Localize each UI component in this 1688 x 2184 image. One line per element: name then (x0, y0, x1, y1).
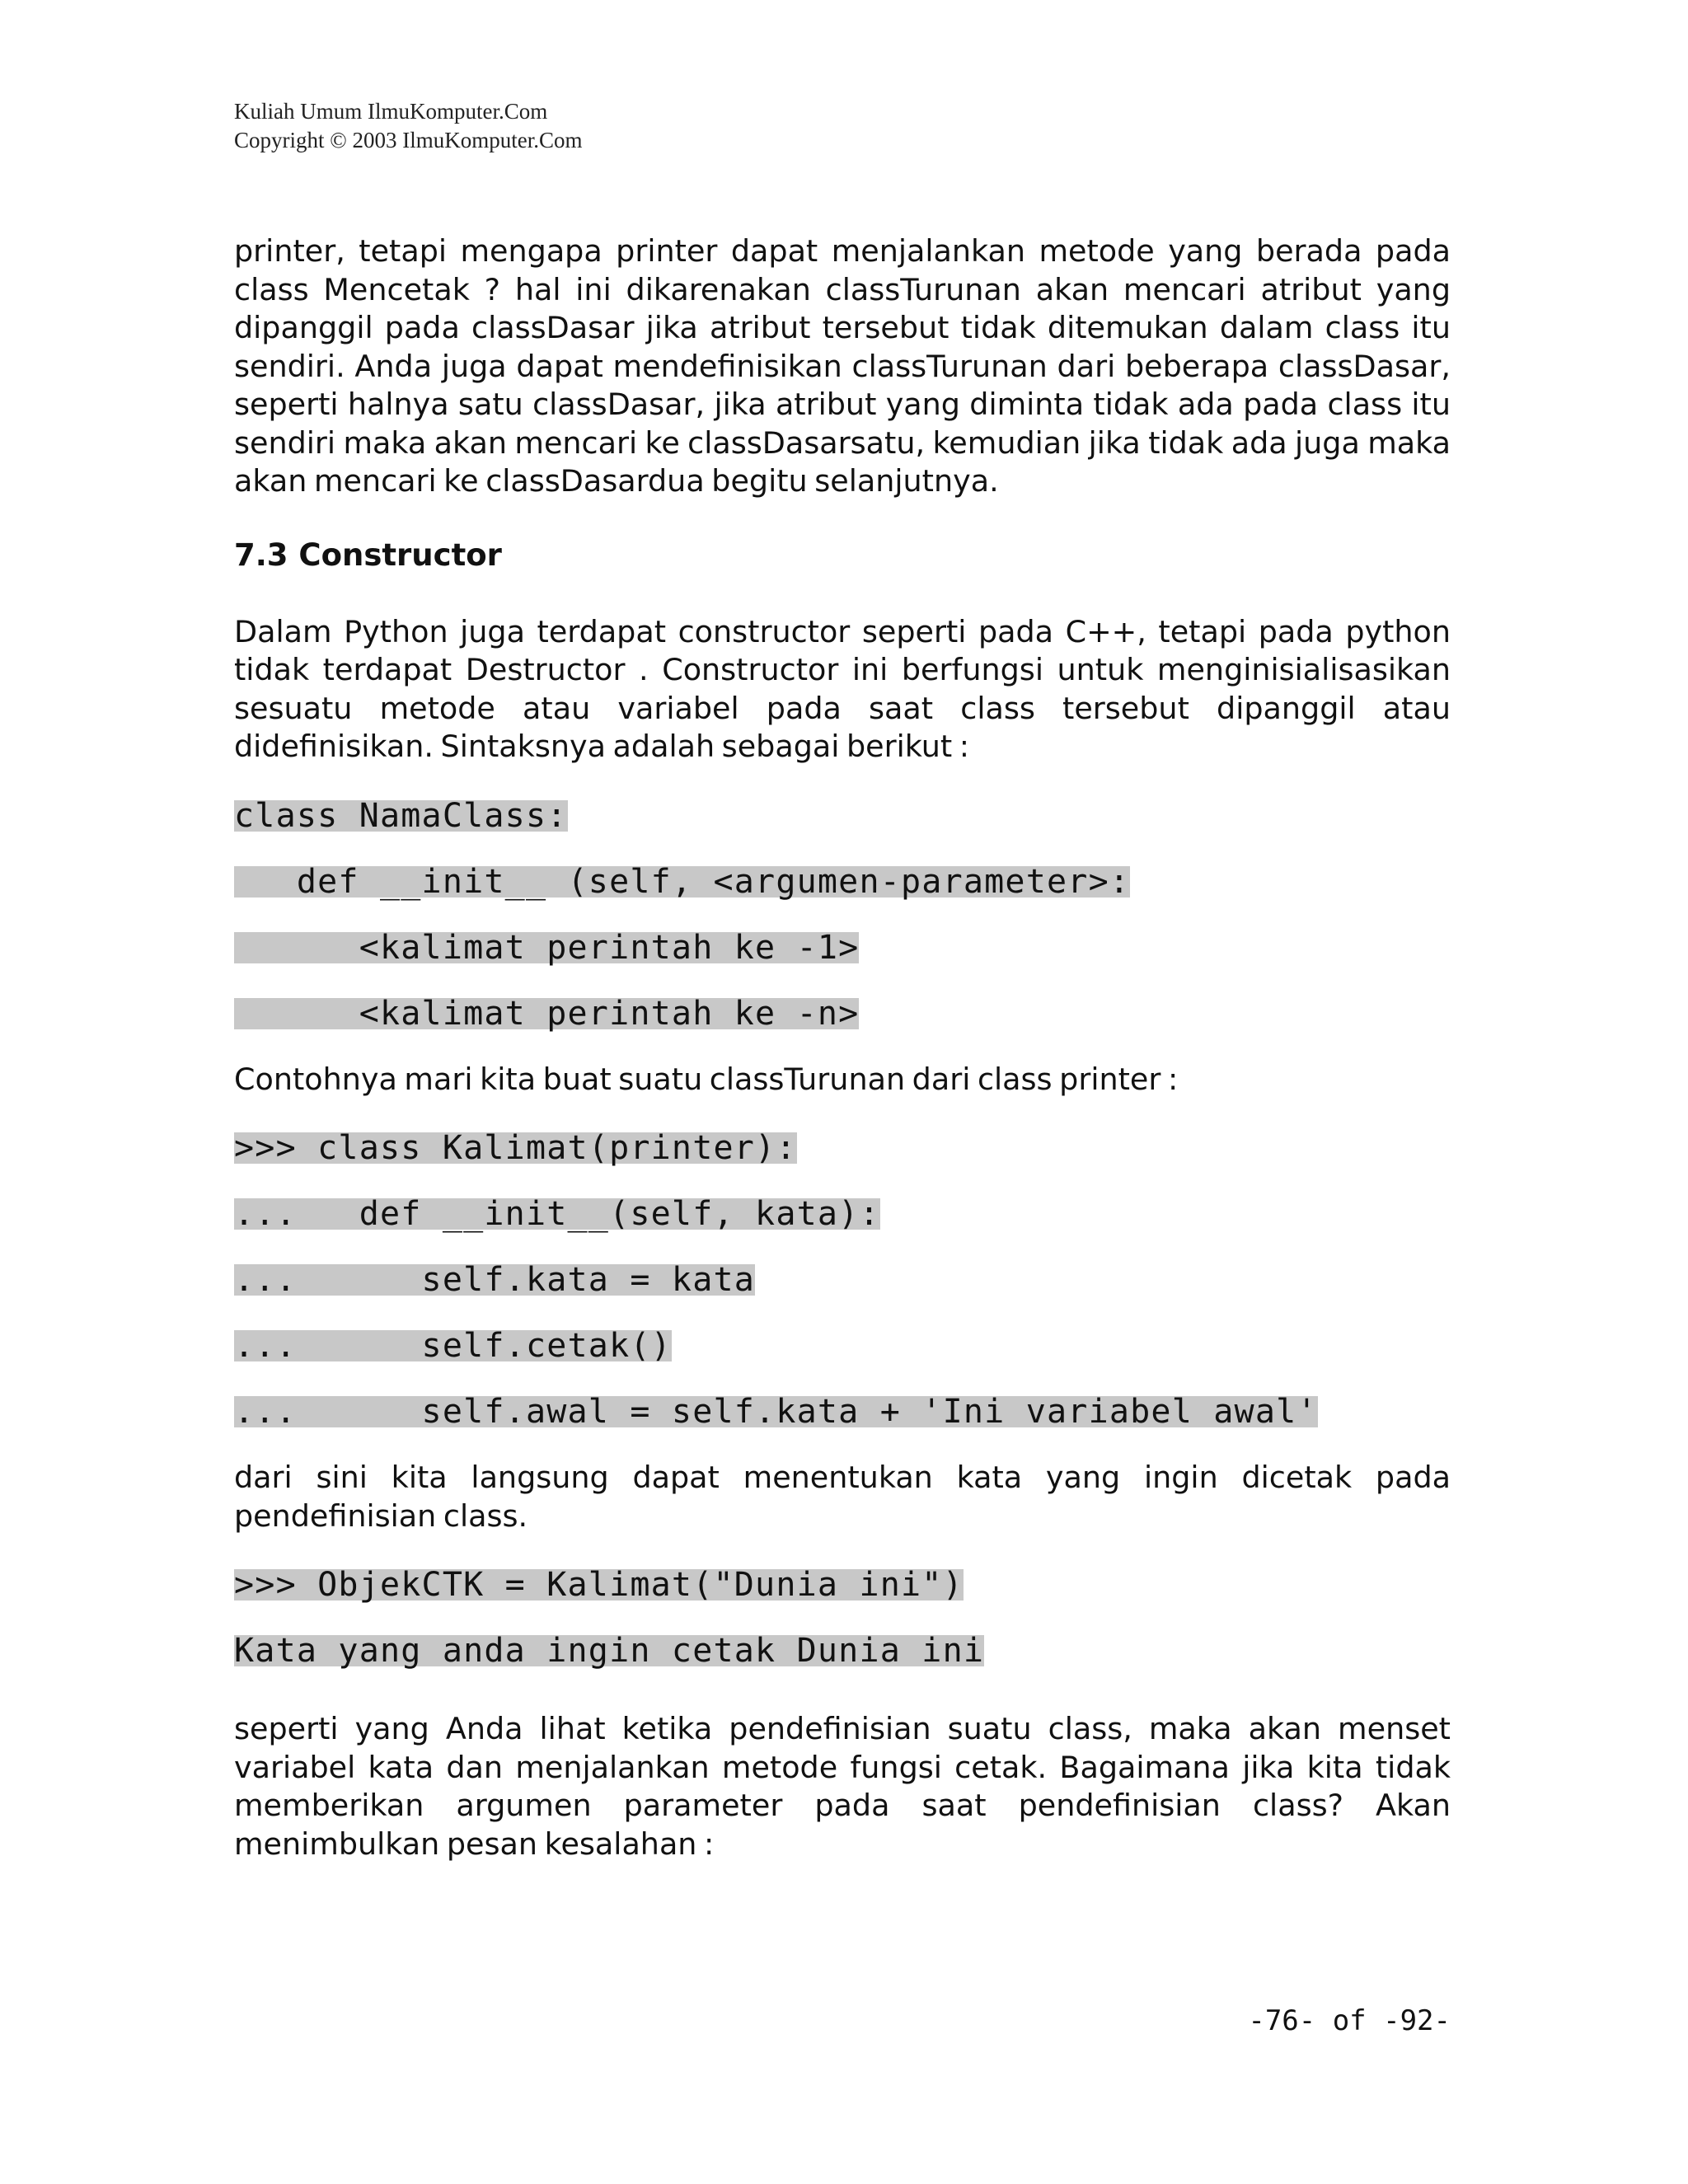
code-line: Kata yang anda ingin cetak Dunia ini (234, 1632, 985, 1670)
example-intro-paragraph: Contohnya mari kita buat suatu classTurunan dari class printer : (234, 1061, 1179, 1097)
closing-paragraph: seperti yang Anda lihat ketika pendefinisian suatu class, maka akan menset variabel kata dan menjalankan metode fungsi cetak. Bagaimana jika kita tidak memberikan argumen parameter pada saat pendefinisian class? Akan menimbulkan pesan kesalahan : (234, 1711, 1451, 1862)
from-here-paragraph: dari sini kita langsung dapat menentukan kata yang ingin dicetak pada pendefinisian class. (234, 1460, 1451, 1534)
code-line: >>> class Kalimat(printer): (234, 1129, 797, 1167)
section-heading: 7.3 Constructor (234, 537, 502, 573)
code-line: >>> ObjekCTK = Kalimat("Dunia ini") (234, 1566, 964, 1604)
syntax-code-block (234, 796, 1451, 1036)
header-course-title: Kuliah Umum IlmuKomputer.Com (234, 99, 548, 124)
document-header (234, 97, 583, 155)
example-code-block (234, 1129, 1451, 1434)
constructor-paragraph: Dalam Python juga terdapat constructor seperti pada C++, tetapi pada python tidak terdapat Destructor . Constructor ini berfungsi untuk menginisialisasikan sesuatu metode atau variabel pada saat class tersebut dipanggil atau didefinisikan. Sintaksnya adalah sebagai berikut : (234, 613, 1451, 764)
code-line: <kalimat perintah ke -1> (234, 928, 860, 967)
code-line: <kalimat perintah ke -n> (234, 994, 860, 1033)
code-line: ... self.kata = kata (234, 1261, 756, 1299)
session-code-block (234, 1566, 1451, 1673)
header-copyright: Copyright © 2003 IlmuKomputer.Com (234, 128, 583, 152)
page-content (234, 232, 1451, 1863)
code-line: ... self.cetak() (234, 1327, 672, 1365)
intro-paragraph: printer, tetapi mengapa printer dapat menjalankan metode yang berada pada class Mencetak ? hal ini dikarenakan classTurunan akan mencari atribut yang dipanggil pada classDasar jika atribut tersebut tidak ditemukan dalam class itu sendiri. Anda juga dapat mendefinisikan classTurunan dari beberapa classDasar, seperti halnya satu classDasar, jika atribut yang diminta tidak ada pada class itu sendiri maka akan mencari ke classDasarsatu, kemudian jika tidak ada juga maka akan mencari ke classDasardua begitu selanjutnya. (234, 233, 1451, 499)
page-number: -76- of -92- (1248, 2004, 1451, 2037)
code-line: class NamaClass: (234, 796, 568, 835)
code-line: ... self.awal = self.kata + 'Ini variabel awal' (234, 1393, 1318, 1431)
code-line: def __init__ (self, <argumen-parameter>: (234, 862, 1131, 901)
code-line: ... def __init__(self, kata): (234, 1195, 880, 1233)
